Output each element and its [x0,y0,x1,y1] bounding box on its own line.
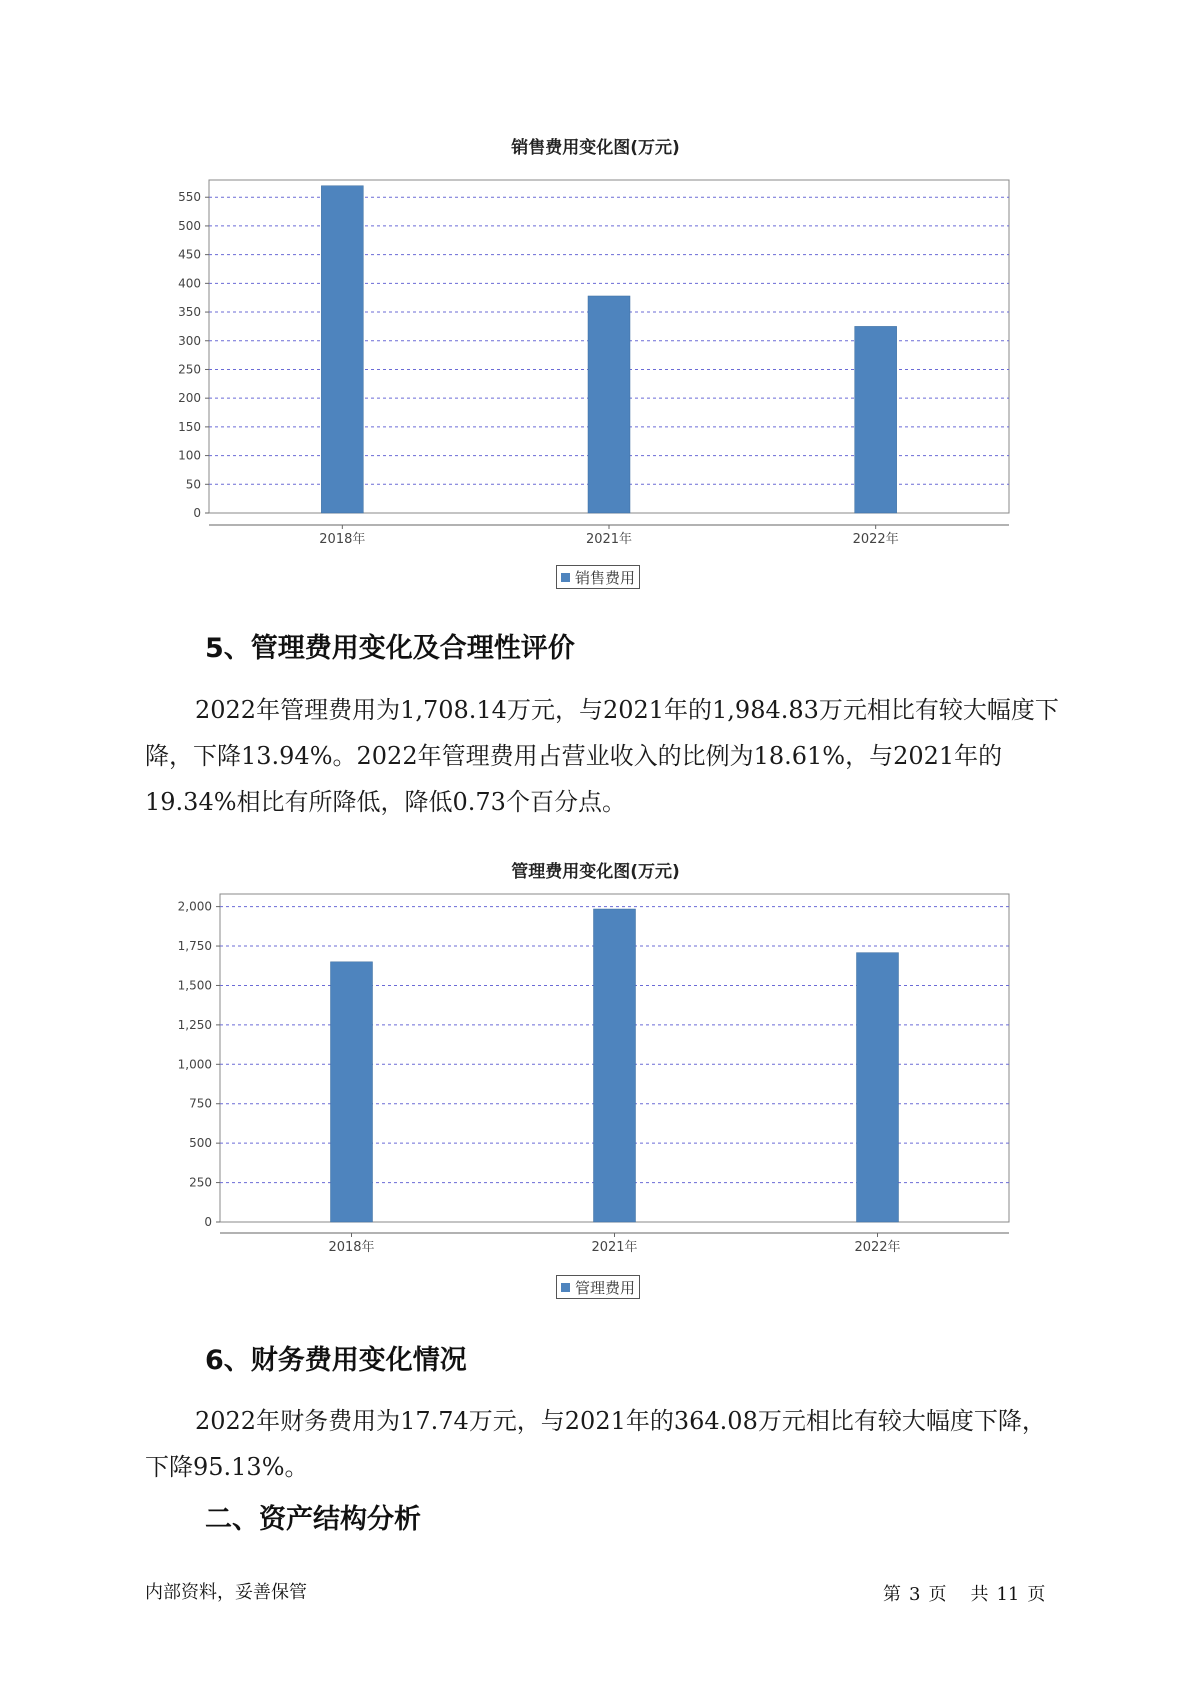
y-tick-label: 1,250 [177,1017,212,1032]
y-tick-label: 50 [185,477,201,492]
legend-swatch [561,573,570,582]
admin-expense-chart [0,890,1191,1310]
bar [588,296,630,513]
chart1-legend-label: 销售费用 [575,568,636,587]
y-tick-label: 250 [189,1175,212,1190]
section-two-heading: 二、资产结构分析 [205,1504,421,1535]
total-prefix: 共 [970,1584,989,1605]
section6-heading: 6、财务费用变化情况 [205,1345,467,1376]
chart2-legend-label: 管理费用 [575,1278,636,1297]
y-tick-label: 1,000 [177,1057,212,1072]
bar [857,953,899,1222]
y-tick-label: 550 [178,190,201,205]
section5-paragraph: 2022年管理费用为1,708.14万元，与2021年的1,984.83万元相比有较大幅度下降，下降13.94%。2022年管理费用占营业收入的比例为18.61%，与2021年的19.34%相比有所降低，降低0.73个百分点。 [145,696,1059,816]
section5-heading: 5、管理费用变化及合理性评价 [205,633,575,664]
footer-page-info [883,1580,1053,1606]
bar [594,909,636,1222]
y-tick-label: 400 [178,276,201,291]
y-tick-label: 200 [178,391,201,406]
y-tick-label: 1,750 [177,939,212,954]
bar [331,962,373,1222]
x-tick-label: 2018年 [328,1240,375,1255]
y-tick-label: 100 [178,448,201,463]
section6-paragraph: 2022年财务费用为17.74万元，与2021年的364.08万元相比有较大幅度下降，下降95.13%。 [145,1407,1046,1481]
sales-expense-chart [0,170,1191,590]
y-tick-label: 2,000 [177,899,212,914]
x-tick-label: 2018年 [319,532,366,547]
chart1-legend [556,565,640,589]
page-prefix: 第 [883,1584,901,1605]
y-tick-label: 500 [178,218,201,233]
legend-swatch [561,1283,570,1292]
x-tick-label: 2021年 [591,1240,638,1255]
y-tick-label: 750 [189,1096,212,1111]
y-tick-label: 350 [178,305,201,320]
y-tick-label: 150 [178,419,201,434]
y-tick-label: 500 [189,1136,212,1151]
y-tick-label: 300 [178,333,201,348]
bar [855,326,897,513]
total-pages: 11 [996,1584,1020,1605]
y-tick-label: 1,500 [177,978,212,993]
page-suffix: 页 [928,1584,947,1605]
y-tick-label: 0 [204,1215,212,1229]
x-tick-label: 2021年 [585,532,633,547]
chart2-title: 管理费用变化图(万元) [511,862,680,882]
y-tick-label: 450 [178,247,201,262]
page-number: 3 [909,1584,921,1605]
x-tick-label: 2022年 [852,532,899,547]
y-tick-label: 250 [178,362,201,377]
chart2-legend [556,1275,640,1299]
y-tick-label: 0 [193,506,201,520]
x-tick-label: 2022年 [854,1240,901,1255]
chart1-title: 销售费用变化图(万元) [511,138,680,158]
bar [321,186,363,513]
total-suffix: 页 [1027,1584,1046,1605]
footer-confidential-note: 内部资料，妥善保管 [145,1582,307,1603]
